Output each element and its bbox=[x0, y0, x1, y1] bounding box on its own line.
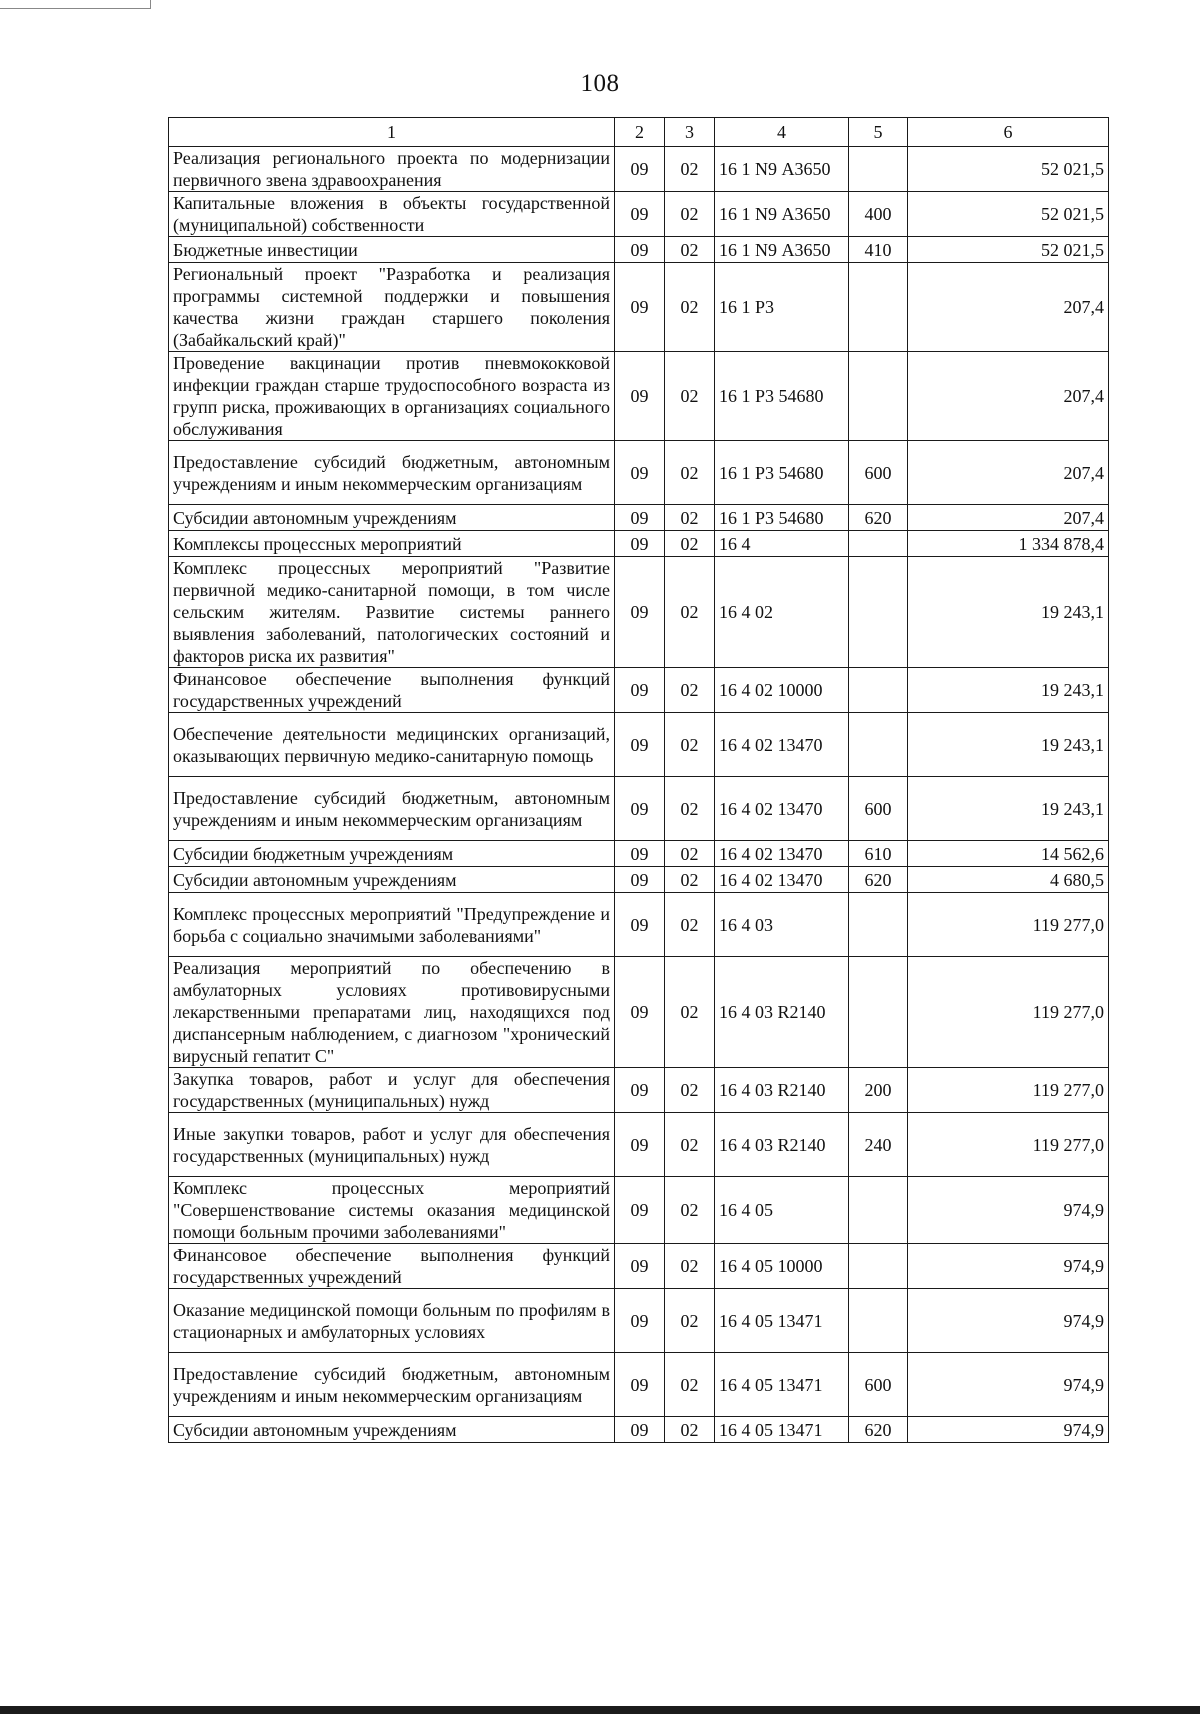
row-amount: 974,9 bbox=[908, 1177, 1109, 1244]
row-expense-type: 410 bbox=[849, 237, 908, 263]
row-target-code: 16 1 N9 А3650 bbox=[715, 147, 849, 192]
table-row bbox=[169, 1417, 1109, 1443]
row-name: Комплекс процессных мероприятий "Развитие первичной медико-санитарной помощи, в том числе сельским жителям. Развитие системы раннего выявления заболеваний, патологических состояний и факторов риска их развития" bbox=[169, 557, 615, 668]
row-subsection: 02 bbox=[665, 505, 715, 531]
row-section: 09 bbox=[615, 957, 665, 1068]
row-target-code: 16 1 Р3 54680 bbox=[715, 352, 849, 441]
row-target-code: 16 4 bbox=[715, 531, 849, 557]
row-amount: 119 277,0 bbox=[908, 1113, 1109, 1177]
row-target-code: 16 4 02 13470 bbox=[715, 841, 849, 867]
row-section: 09 bbox=[615, 531, 665, 557]
row-amount: 119 277,0 bbox=[908, 893, 1109, 957]
row-amount: 974,9 bbox=[908, 1289, 1109, 1353]
row-expense-type bbox=[849, 1289, 908, 1353]
row-section: 09 bbox=[615, 1353, 665, 1417]
scan-edge-bottom bbox=[0, 1706, 1200, 1714]
row-name: Комплекс процессных мероприятий "Совершенствование системы оказания медицинской помощи больным прочими заболеваниями" bbox=[169, 1177, 615, 1244]
row-name: Комплекс процессных мероприятий "Предупреждение и борьба с социально значимыми заболеваниями" bbox=[169, 893, 615, 957]
table-row bbox=[169, 263, 1109, 352]
row-target-code: 16 4 02 13470 bbox=[715, 777, 849, 841]
row-target-code: 16 1 Р3 bbox=[715, 263, 849, 352]
row-name: Предоставление субсидий бюджетным, автономным учреждениям и иным некоммерческим организациям bbox=[169, 777, 615, 841]
row-subsection: 02 bbox=[665, 893, 715, 957]
row-target-code: 16 4 02 bbox=[715, 557, 849, 668]
table-row bbox=[169, 1244, 1109, 1289]
row-subsection: 02 bbox=[665, 192, 715, 237]
row-section: 09 bbox=[615, 263, 665, 352]
row-name: Субсидии бюджетным учреждениям bbox=[169, 841, 615, 867]
table-row bbox=[169, 957, 1109, 1068]
row-target-code: 16 4 02 13470 bbox=[715, 713, 849, 777]
row-expense-type bbox=[849, 1177, 908, 1244]
row-section: 09 bbox=[615, 867, 665, 893]
row-name: Проведение вакцинации против пневмококковой инфекции граждан старше трудоспособного возраста из групп риска, проживающих в организациях социального обслуживания bbox=[169, 352, 615, 441]
budget-table bbox=[168, 117, 1109, 1443]
row-expense-type: 600 bbox=[849, 1353, 908, 1417]
row-expense-type bbox=[849, 147, 908, 192]
row-amount: 119 277,0 bbox=[908, 1068, 1109, 1113]
row-target-code: 16 4 05 bbox=[715, 1177, 849, 1244]
row-subsection: 02 bbox=[665, 1177, 715, 1244]
row-section: 09 bbox=[615, 505, 665, 531]
table-row bbox=[169, 1353, 1109, 1417]
row-section: 09 bbox=[615, 352, 665, 441]
row-target-code: 16 1 Р3 54680 bbox=[715, 505, 849, 531]
row-subsection: 02 bbox=[665, 531, 715, 557]
row-amount: 52 021,5 bbox=[908, 192, 1109, 237]
row-expense-type: 600 bbox=[849, 777, 908, 841]
row-target-code: 16 4 03 bbox=[715, 893, 849, 957]
row-name: Оказание медицинской помощи больным по профилям в стационарных и амбулаторных условиях bbox=[169, 1289, 615, 1353]
row-section: 09 bbox=[615, 441, 665, 505]
row-name: Субсидии автономным учреждениям bbox=[169, 1417, 615, 1443]
row-expense-type bbox=[849, 1244, 908, 1289]
row-name: Предоставление субсидий бюджетным, автономным учреждениям и иным некоммерческим организациям bbox=[169, 441, 615, 505]
row-name: Предоставление субсидий бюджетным, автономным учреждениям и иным некоммерческим организациям bbox=[169, 1353, 615, 1417]
row-amount: 1 334 878,4 bbox=[908, 531, 1109, 557]
row-amount: 19 243,1 bbox=[908, 713, 1109, 777]
row-name: Финансовое обеспечение выполнения функций государственных учреждений bbox=[169, 1244, 615, 1289]
table-header bbox=[169, 118, 1109, 147]
row-subsection: 02 bbox=[665, 1289, 715, 1353]
row-subsection: 02 bbox=[665, 1417, 715, 1443]
row-expense-type bbox=[849, 557, 908, 668]
row-name: Капитальные вложения в объекты государственной (муниципальной) собственности bbox=[169, 192, 615, 237]
table-row bbox=[169, 893, 1109, 957]
row-expense-type bbox=[849, 893, 908, 957]
table-row bbox=[169, 1113, 1109, 1177]
row-amount: 207,4 bbox=[908, 352, 1109, 441]
row-target-code: 16 4 05 13471 bbox=[715, 1417, 849, 1443]
row-target-code: 16 4 05 13471 bbox=[715, 1289, 849, 1353]
table-row bbox=[169, 1177, 1109, 1244]
row-expense-type: 620 bbox=[849, 1417, 908, 1443]
row-amount: 4 680,5 bbox=[908, 867, 1109, 893]
row-target-code: 16 4 05 13471 bbox=[715, 1353, 849, 1417]
header-row bbox=[169, 118, 1109, 147]
table-row bbox=[169, 505, 1109, 531]
row-amount: 52 021,5 bbox=[908, 237, 1109, 263]
row-expense-type bbox=[849, 668, 908, 713]
row-section: 09 bbox=[615, 147, 665, 192]
row-section: 09 bbox=[615, 1113, 665, 1177]
row-section: 09 bbox=[615, 1289, 665, 1353]
row-amount: 207,4 bbox=[908, 441, 1109, 505]
row-target-code: 16 4 03 R2140 bbox=[715, 1113, 849, 1177]
row-subsection: 02 bbox=[665, 1068, 715, 1113]
row-target-code: 16 4 02 10000 bbox=[715, 668, 849, 713]
row-amount: 207,4 bbox=[908, 263, 1109, 352]
row-amount: 52 021,5 bbox=[908, 147, 1109, 192]
row-section: 09 bbox=[615, 713, 665, 777]
page-number: 108 bbox=[580, 70, 620, 97]
header-col-6: 6 bbox=[908, 118, 1109, 147]
table-row bbox=[169, 841, 1109, 867]
row-expense-type: 620 bbox=[849, 867, 908, 893]
row-subsection: 02 bbox=[665, 668, 715, 713]
row-section: 09 bbox=[615, 1244, 665, 1289]
header-col-2: 2 bbox=[615, 118, 665, 147]
row-subsection: 02 bbox=[665, 867, 715, 893]
row-expense-type: 620 bbox=[849, 505, 908, 531]
row-target-code: 16 4 03 R2140 bbox=[715, 1068, 849, 1113]
row-target-code: 16 4 05 10000 bbox=[715, 1244, 849, 1289]
row-expense-type: 610 bbox=[849, 841, 908, 867]
row-subsection: 02 bbox=[665, 957, 715, 1068]
table-body bbox=[169, 147, 1109, 1443]
table-row bbox=[169, 557, 1109, 668]
row-name: Иные закупки товаров, работ и услуг для обеспечения государственных (муниципальных) нужд bbox=[169, 1113, 615, 1177]
table-row bbox=[169, 192, 1109, 237]
row-target-code: 16 1 N9 А3650 bbox=[715, 237, 849, 263]
row-section: 09 bbox=[615, 668, 665, 713]
row-name: Закупка товаров, работ и услуг для обеспечения государственных (муниципальных) нужд bbox=[169, 1068, 615, 1113]
row-amount: 19 243,1 bbox=[908, 668, 1109, 713]
row-name: Реализация мероприятий по обеспечению в амбулаторных условиях противовирусными лекарственными препаратами лиц, находящихся под диспансерным наблюдением, с диагнозом "хронический вирусный гепатит С" bbox=[169, 957, 615, 1068]
row-expense-type: 600 bbox=[849, 441, 908, 505]
table-row bbox=[169, 1068, 1109, 1113]
row-subsection: 02 bbox=[665, 713, 715, 777]
row-expense-type bbox=[849, 352, 908, 441]
row-section: 09 bbox=[615, 192, 665, 237]
row-target-code: 16 1 Р3 54680 bbox=[715, 441, 849, 505]
row-expense-type bbox=[849, 263, 908, 352]
row-section: 09 bbox=[615, 893, 665, 957]
row-amount: 19 243,1 bbox=[908, 777, 1109, 841]
table-row bbox=[169, 867, 1109, 893]
table-row bbox=[169, 777, 1109, 841]
row-expense-type: 240 bbox=[849, 1113, 908, 1177]
row-section: 09 bbox=[615, 1068, 665, 1113]
row-subsection: 02 bbox=[665, 1113, 715, 1177]
table-row bbox=[169, 668, 1109, 713]
row-expense-type bbox=[849, 713, 908, 777]
row-name: Обеспечение деятельности медицинских организаций, оказывающих первичную медико-санитарную помощь bbox=[169, 713, 615, 777]
header-col-5: 5 bbox=[849, 118, 908, 147]
row-target-code: 16 4 02 13470 bbox=[715, 867, 849, 893]
row-subsection: 02 bbox=[665, 352, 715, 441]
row-amount: 19 243,1 bbox=[908, 557, 1109, 668]
row-section: 09 bbox=[615, 1417, 665, 1443]
row-name: Региональный проект "Разработка и реализация программы системной поддержки и повышения качества жизни граждан старшего поколения (Забайкальский край)" bbox=[169, 263, 615, 352]
row-subsection: 02 bbox=[665, 1353, 715, 1417]
row-subsection: 02 bbox=[665, 237, 715, 263]
row-subsection: 02 bbox=[665, 777, 715, 841]
row-target-code: 16 1 N9 А3650 bbox=[715, 192, 849, 237]
row-section: 09 bbox=[615, 777, 665, 841]
row-expense-type: 200 bbox=[849, 1068, 908, 1113]
row-amount: 974,9 bbox=[908, 1244, 1109, 1289]
row-amount: 974,9 bbox=[908, 1353, 1109, 1417]
table-row bbox=[169, 237, 1109, 263]
row-amount: 974,9 bbox=[908, 1417, 1109, 1443]
row-name: Реализация регионального проекта по модернизации первичного звена здравоохранения bbox=[169, 147, 615, 192]
row-target-code: 16 4 03 R2140 bbox=[715, 957, 849, 1068]
row-section: 09 bbox=[615, 557, 665, 668]
row-subsection: 02 bbox=[665, 1244, 715, 1289]
row-expense-type bbox=[849, 957, 908, 1068]
table-row bbox=[169, 1289, 1109, 1353]
row-amount: 14 562,6 bbox=[908, 841, 1109, 867]
table-row bbox=[169, 531, 1109, 557]
scan-edge-top bbox=[0, 0, 151, 9]
row-subsection: 02 bbox=[665, 441, 715, 505]
table-row bbox=[169, 441, 1109, 505]
table-row bbox=[169, 352, 1109, 441]
row-subsection: 02 bbox=[665, 263, 715, 352]
row-name: Комплексы процессных мероприятий bbox=[169, 531, 615, 557]
row-name: Субсидии автономным учреждениям bbox=[169, 505, 615, 531]
row-section: 09 bbox=[615, 841, 665, 867]
row-expense-type: 400 bbox=[849, 192, 908, 237]
row-section: 09 bbox=[615, 237, 665, 263]
row-name: Финансовое обеспечение выполнения функций государственных учреждений bbox=[169, 668, 615, 713]
header-col-4: 4 bbox=[715, 118, 849, 147]
row-name: Бюджетные инвестиции bbox=[169, 237, 615, 263]
header-col-3: 3 bbox=[665, 118, 715, 147]
row-amount: 207,4 bbox=[908, 505, 1109, 531]
table-row bbox=[169, 713, 1109, 777]
row-name: Субсидии автономным учреждениям bbox=[169, 867, 615, 893]
table-row bbox=[169, 147, 1109, 192]
row-subsection: 02 bbox=[665, 557, 715, 668]
row-subsection: 02 bbox=[665, 147, 715, 192]
row-expense-type bbox=[849, 531, 908, 557]
row-amount: 119 277,0 bbox=[908, 957, 1109, 1068]
row-subsection: 02 bbox=[665, 841, 715, 867]
header-col-1: 1 bbox=[169, 118, 615, 147]
row-section: 09 bbox=[615, 1177, 665, 1244]
